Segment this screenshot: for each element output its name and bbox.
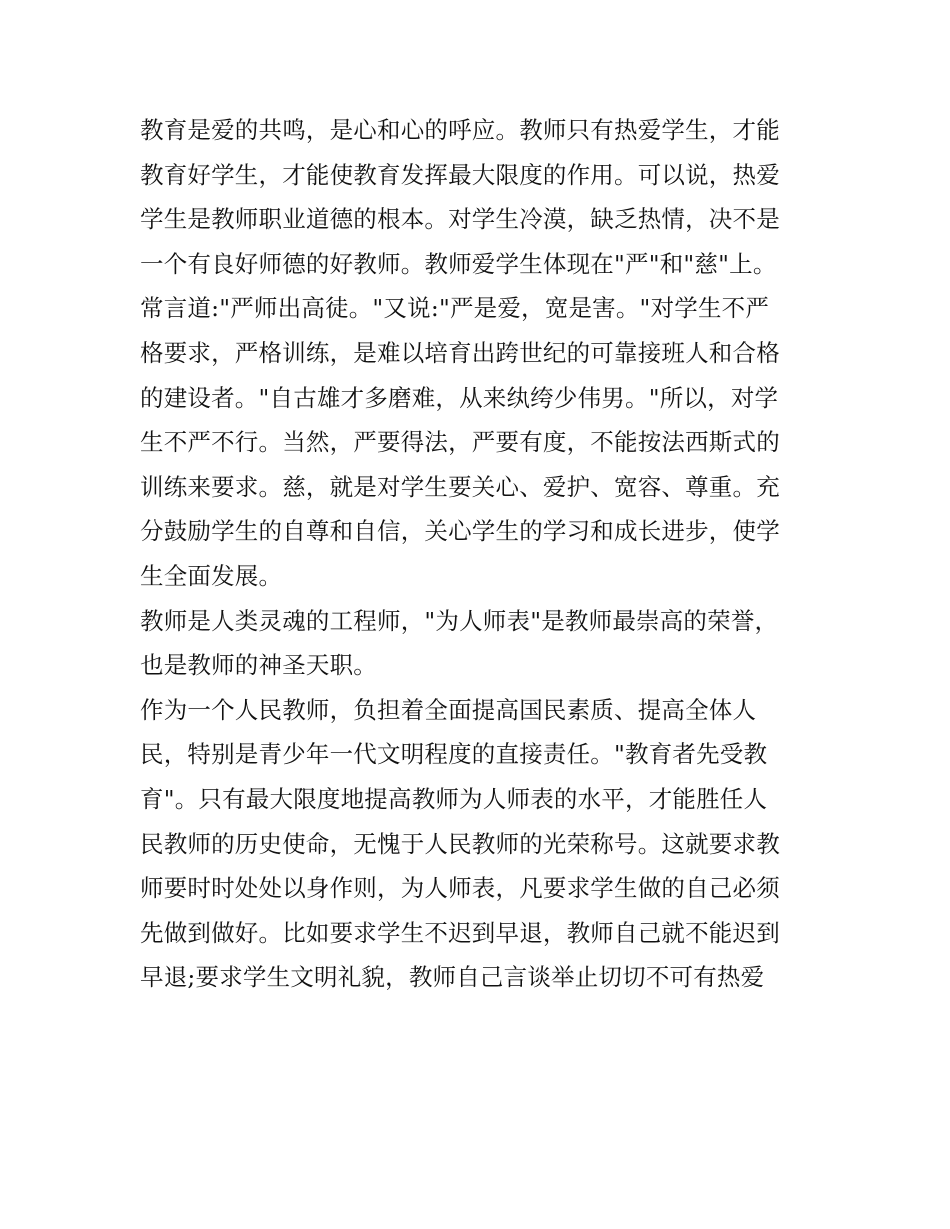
text-line: 教师是人类灵魂的工程师，"为人师表"是教师最崇高的荣誉， <box>140 606 779 635</box>
paragraph-1 <box>140 108 830 599</box>
text-line: 早退;要求学生文明礼貌，教师自己言谈举止切切不可有热爱 <box>140 963 765 992</box>
text-line: 一个有良好师德的好教师。教师爱学生体现在"严"和"慈"上。 <box>140 249 777 278</box>
text-line: 师要时时处处以身作则，为人师表，凡要求学生做的自己必须 <box>140 874 780 903</box>
text-line: 民教师的历史使命，无愧于人民教师的光荣称号。这就要求教 <box>140 829 780 858</box>
body-text <box>140 108 830 1000</box>
text-line: 生全面发展。 <box>140 561 283 590</box>
text-line: 分鼓励学生的自尊和自信，关心学生的学习和成长进步，使学 <box>140 517 780 546</box>
text-line: 学生是教师职业道德的根本。对学生冷漠，缺乏热情，决不是 <box>140 205 780 234</box>
text-line: 教育是爱的共鸣，是心和心的呼应。教师只有热爱学生，才能 <box>140 116 780 144</box>
text-line: 作为一个人民教师，负担着全面提高国民素质、提高全体人 <box>140 695 757 724</box>
paragraph-3 <box>140 688 830 1000</box>
text-line: 格要求，严格训练，是难以培育出跨世纪的可靠接班人和合格 <box>140 338 780 367</box>
text-line: 的建设者。"自古雄才多磨难，从来纨绔少伟男。"所以，对学 <box>140 383 779 412</box>
text-line: 教育好学生，才能使教育发挥最大限度的作用。可以说，热爱 <box>140 160 780 189</box>
text-line: 也是教师的神圣天职。 <box>140 651 377 680</box>
text-line: 生不严不行。当然，严要得法，严要有度，不能按法西斯式的 <box>140 428 780 457</box>
text-line: 育"。只有最大限度地提高教师为人师表的水平，才能胜任人 <box>140 784 768 813</box>
text-line: 民，特别是青少年一代文明程度的直接责任。"教育者先受教 <box>140 740 768 769</box>
paragraph-2 <box>140 599 830 688</box>
text-line: 常言道:"严师出高徒。"又说:"严是爱，宽是害。"对学生不严 <box>140 294 770 323</box>
text-line: 先做到做好。比如要求学生不迟到早退，教师自己就不能迟到 <box>140 918 780 947</box>
text-line: 训练来要求。慈，就是对学生要关心、爱护、宽容、尊重。充 <box>140 472 780 501</box>
